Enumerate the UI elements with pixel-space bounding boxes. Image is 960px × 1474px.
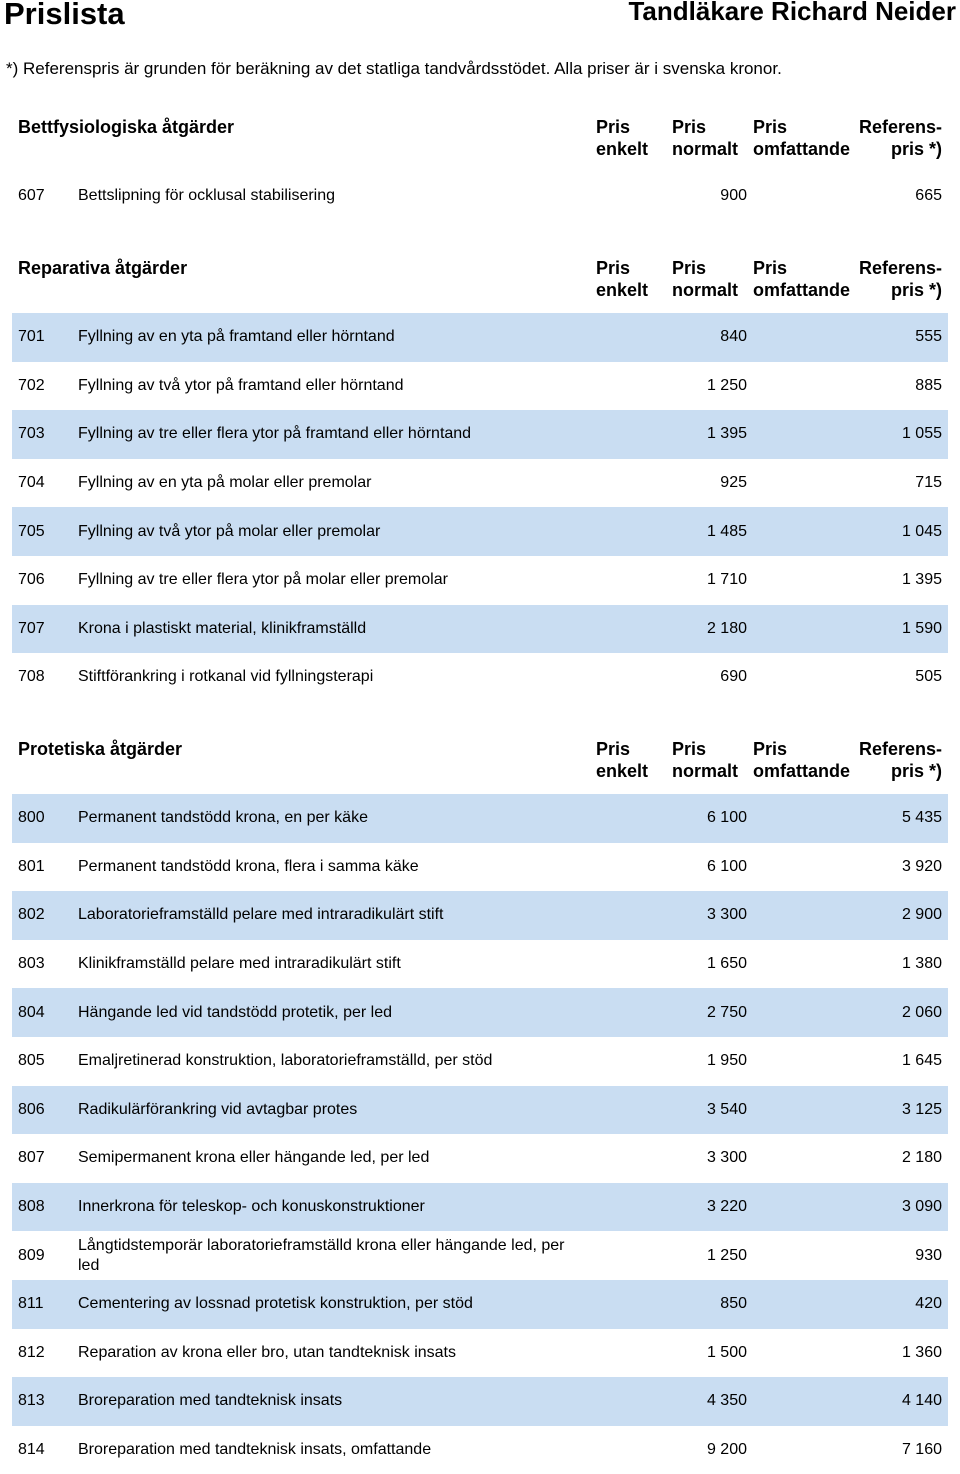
- table-row: [12, 1086, 948, 1135]
- section: [12, 736, 948, 1474]
- treatment-description: Fyllning av en yta på molar eller premolar: [78, 474, 372, 492]
- reference-price: 1 045: [901, 522, 942, 540]
- treatment-description: Laboratorieframställd pelare med intraradikulärt stift: [78, 906, 444, 924]
- reference-price: 1 360: [901, 1343, 942, 1361]
- reference-price: 1 395: [901, 571, 942, 589]
- price-normal: 1 650: [706, 955, 747, 973]
- table-row: [12, 1377, 948, 1426]
- treatment-code: 800: [18, 809, 45, 827]
- reference-price: 1 380: [901, 955, 942, 973]
- price-single-header-line-2: enkelt: [596, 139, 649, 159]
- price-normal: 3 540: [706, 1100, 747, 1118]
- price-single-header: [596, 116, 648, 160]
- reference-price-header: [859, 257, 942, 301]
- reference-price-header-line-2: pris *): [890, 139, 942, 159]
- table-row: [12, 172, 948, 221]
- reference-price: 1 645: [901, 1052, 942, 1070]
- price-normal-header-line-2: normalt: [672, 139, 739, 159]
- treatment-description: Reparation av krona eller bro, utan tandteknisk insats: [78, 1343, 456, 1361]
- section-title: Bettfysiologiska åtgärder: [18, 117, 235, 137]
- table-row: [12, 1329, 948, 1378]
- price-normal: 1 500: [706, 1343, 747, 1361]
- reference-price: 1 055: [901, 425, 942, 443]
- table-row: [12, 362, 948, 411]
- table-row: [12, 794, 948, 843]
- price-single-header-line-1: Pris: [596, 739, 631, 759]
- treatment-description: Klinikframställd pelare med intraradikulärt stift: [78, 955, 401, 973]
- reference-price: 3 090: [901, 1198, 942, 1216]
- page-header: [0, 0, 960, 40]
- price-extensive-header: [753, 116, 850, 160]
- price-single-header: [596, 738, 648, 782]
- reference-price: 2 060: [901, 1003, 942, 1021]
- reference-price-header: [859, 116, 942, 160]
- treatment-description: Fyllning av två ytor på molar eller premolar: [78, 522, 381, 540]
- price-extensive-header-line-2: omfattande: [753, 280, 851, 300]
- treatment-code: 811: [18, 1295, 44, 1313]
- section-header: [12, 255, 948, 313]
- table-row: [12, 843, 948, 892]
- table-row: [12, 605, 948, 654]
- treatment-description: Fyllning av tre eller flera ytor på molar eller premolar: [78, 571, 448, 589]
- price-normal-header-line-1: Pris: [672, 258, 707, 278]
- price-normal: 3 220: [706, 1198, 747, 1216]
- price-normal: 850: [720, 1295, 747, 1313]
- table-row: [12, 988, 948, 1037]
- treatment-description: Semipermanent krona eller hängande led, per led: [78, 1149, 430, 1167]
- treatment-code: 814: [18, 1441, 45, 1459]
- price-extensive-header-line-2: omfattande: [753, 761, 851, 781]
- price-normal: 900: [720, 187, 747, 205]
- section-title: Reparativa åtgärder: [18, 258, 188, 278]
- table-row: [12, 891, 948, 940]
- price-normal: 9 200: [706, 1441, 747, 1459]
- treatment-description: Fyllning av två ytor på framtand eller hörntand: [78, 376, 404, 394]
- price-normal-header-line-2: normalt: [672, 761, 739, 781]
- price-normal: 1 485: [706, 522, 747, 540]
- treatment-code: 803: [18, 955, 45, 973]
- table-row: [12, 556, 948, 605]
- price-normal: 4 350: [706, 1392, 747, 1410]
- treatment-description: Hängande led vid tandstödd protetik, per led: [78, 1003, 392, 1021]
- reference-price: 2 900: [901, 906, 942, 924]
- table-row: [12, 507, 948, 556]
- table-row: [12, 1134, 948, 1183]
- treatment-code: 802: [18, 906, 45, 924]
- treatment-description: Fyllning av en yta på framtand eller hörntand: [78, 328, 395, 346]
- treatment-code: 704: [18, 474, 45, 492]
- reference-price: 5 435: [901, 809, 942, 827]
- treatment-description: Fyllning av tre eller flera ytor på framtand eller hörntand: [78, 425, 472, 443]
- price-normal-header: [672, 257, 738, 301]
- treatment-code: 809: [18, 1246, 45, 1264]
- treatment-description: Bettslipning för ocklusal stabilisering: [78, 187, 336, 205]
- price-normal: 2 180: [706, 619, 747, 637]
- table-row: [12, 1037, 948, 1086]
- price-normal: 1 950: [706, 1052, 747, 1070]
- price-normal: 690: [720, 668, 747, 686]
- treatment-code: 804: [18, 1003, 45, 1021]
- price-normal: 1 250: [706, 1246, 747, 1264]
- section: [12, 255, 948, 702]
- treatment-code: 805: [18, 1052, 45, 1070]
- reference-price-header-line-2: pris *): [890, 761, 942, 781]
- treatment-description: Broreparation med tandteknisk insats, omfattande: [78, 1441, 432, 1459]
- table-row: [12, 653, 948, 702]
- price-extensive-header-line-1: Pris: [753, 739, 788, 759]
- price-normal: 1 395: [706, 425, 747, 443]
- table-row: [12, 1280, 948, 1329]
- table-row: [12, 1426, 948, 1474]
- reference-price: 715: [915, 474, 942, 492]
- price-normal: 6 100: [706, 809, 747, 827]
- price-normal: 2 750: [706, 1003, 747, 1021]
- treatment-code: 808: [18, 1198, 45, 1216]
- treatment-description: Stiftförankring i rotkanal vid fyllningsterapi: [78, 668, 374, 686]
- reference-price-note: *) Referenspris är grunden för beräkning av det statliga tandvårdsstödet. Alla priser är i svenska kronor.: [6, 59, 782, 78]
- treatment-description: Långtidstemporär laboratorieframställd krona eller hängande led, per led: [78, 1236, 565, 1274]
- reference-price: 3 920: [901, 857, 942, 875]
- price-normal-header-line-2: normalt: [672, 280, 739, 300]
- table-row: [12, 313, 948, 362]
- table-row: [12, 1183, 948, 1232]
- treatment-code: 812: [18, 1343, 45, 1361]
- treatment-description: Krona i plastiskt material, klinikframställd: [78, 619, 367, 637]
- reference-price: 505: [915, 668, 942, 686]
- price-single-header: [596, 257, 648, 301]
- reference-price-header: [859, 738, 942, 782]
- treatment-code: 701: [18, 328, 45, 346]
- treatment-code: 807: [18, 1149, 45, 1167]
- price-single-header-line-1: Pris: [596, 117, 631, 137]
- price-normal: 3 300: [706, 1149, 747, 1167]
- price-normal: 3 300: [706, 906, 747, 924]
- reference-price: 7 160: [901, 1441, 942, 1459]
- section-header: [12, 114, 948, 172]
- table-row: [12, 940, 948, 989]
- treatment-code: 806: [18, 1100, 45, 1118]
- reference-price-header-line-1: Referens-: [858, 117, 942, 137]
- price-extensive-header-line-1: Pris: [753, 258, 788, 278]
- reference-price: 3 125: [901, 1100, 942, 1118]
- price-normal-header-line-1: Pris: [672, 117, 707, 137]
- treatment-description: Permanent tandstödd krona, flera i samma käke: [78, 857, 419, 875]
- price-normal: 840: [720, 328, 747, 346]
- reference-price: 930: [915, 1246, 942, 1264]
- reference-price-header-line-1: Referens-: [858, 258, 942, 278]
- price-normal: 925: [720, 474, 747, 492]
- price-normal-header-line-1: Pris: [672, 739, 707, 759]
- treatment-code: 801: [18, 857, 45, 875]
- table-row: [12, 1231, 948, 1280]
- table-row: [12, 459, 948, 508]
- price-single-header-line-1: Pris: [596, 258, 631, 278]
- treatment-code: 607: [18, 187, 45, 205]
- price-normal: 1 250: [706, 376, 747, 394]
- reference-price: 885: [915, 376, 942, 394]
- treatment-code: 703: [18, 425, 45, 443]
- price-normal: 1 710: [706, 571, 747, 589]
- dentist-name: Tandläkare Richard Neider: [628, 0, 956, 26]
- reference-price-header-line-1: Referens-: [858, 739, 942, 759]
- section: [12, 114, 948, 221]
- treatment-description: Cementering av lossnad protetisk konstruktion, per stöd: [78, 1295, 473, 1313]
- reference-price: 555: [915, 328, 942, 346]
- price-extensive-header-line-1: Pris: [753, 117, 788, 137]
- reference-price: 1 590: [901, 619, 942, 637]
- treatment-description: Innerkrona för teleskop- och konuskonstruktioner: [78, 1198, 425, 1216]
- treatment-description: Radikulärförankring vid avtagbar protes: [78, 1100, 358, 1118]
- treatment-code: 702: [18, 376, 45, 394]
- price-normal-header: [672, 116, 738, 160]
- reference-price: 2 180: [901, 1149, 942, 1167]
- page-title: Prislista: [4, 0, 125, 31]
- price-extensive-header-line-2: omfattande: [753, 139, 851, 159]
- section-title: Protetiska åtgärder: [18, 739, 183, 759]
- section-header: [12, 736, 948, 794]
- table-row: [12, 410, 948, 459]
- reference-price: 420: [915, 1295, 942, 1313]
- price-extensive-header: [753, 257, 850, 301]
- treatment-description: Emaljretinerad konstruktion, laboratorieframställd, per stöd: [78, 1052, 493, 1070]
- price-single-header-line-2: enkelt: [596, 280, 649, 300]
- treatment-description: Broreparation med tandteknisk insats: [78, 1392, 343, 1410]
- reference-price-header-line-2: pris *): [890, 280, 942, 300]
- treatment-code: 707: [18, 619, 45, 637]
- treatment-code: 708: [18, 668, 45, 686]
- reference-price: 4 140: [901, 1392, 942, 1410]
- treatment-code: 706: [18, 571, 45, 589]
- treatment-description: Permanent tandstödd krona, en per käke: [78, 809, 368, 827]
- price-single-header-line-2: enkelt: [596, 761, 649, 781]
- price-normal: 6 100: [706, 857, 747, 875]
- treatment-code: 705: [18, 522, 45, 540]
- treatment-code: 813: [18, 1392, 45, 1410]
- price-extensive-header: [753, 738, 850, 782]
- price-normal-header: [672, 738, 738, 782]
- reference-price: 665: [915, 187, 942, 205]
